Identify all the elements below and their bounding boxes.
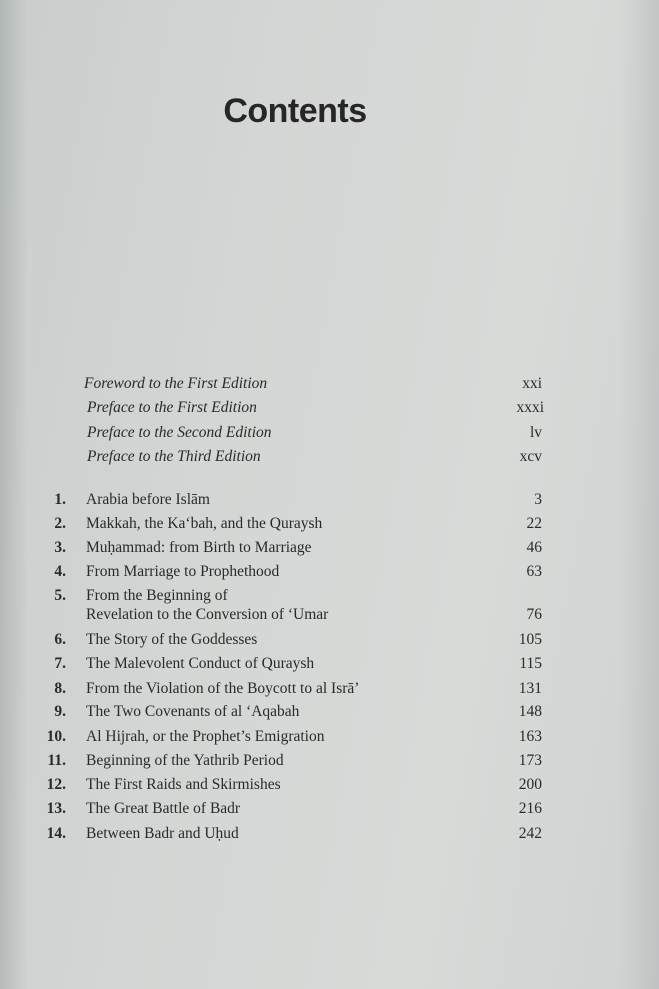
toc-entry-label: The Story of the Goddesses <box>86 631 258 648</box>
toc-entry-label: Preface to the First Edition <box>87 399 257 416</box>
toc-chapter-number: 8. <box>54 680 66 697</box>
toc-entry-page: 63 <box>526 563 542 580</box>
toc-entry-label: Preface to the Second Edition <box>87 424 272 441</box>
page-title: Contents <box>223 92 367 130</box>
page-shadow-right <box>619 0 659 989</box>
toc-entry-label-continued: Revelation to the Conversion of ‘Umar <box>86 606 329 623</box>
toc-entry-page: 3 <box>534 491 542 508</box>
toc-entry-page: 22 <box>526 515 542 532</box>
toc-entry-label: The Great Battle of Badr <box>86 800 241 817</box>
toc-entry-page: 76 <box>526 606 542 623</box>
toc-entry-label: From the Beginning of <box>86 587 228 604</box>
toc-entry-page: 148 <box>518 703 542 720</box>
toc-chapter-number: 7. <box>54 655 66 672</box>
toc-chapter-number: 10. <box>46 728 66 745</box>
toc-entry-label: The Malevolent Conduct of Quraysh <box>86 655 315 672</box>
toc-chapter-number: 12. <box>46 776 66 793</box>
toc-entry-label: From Marriage to Prophethood <box>86 563 280 580</box>
toc-entry-label: Makkah, the Ka‘bah, and the Quraysh <box>86 515 323 532</box>
toc-entry-label: The First Raids and Skirmishes <box>86 776 281 793</box>
toc-entry-page: 200 <box>518 776 542 793</box>
toc-entry-label: Muḥammad: from Birth to Marriage <box>86 539 312 556</box>
toc-entry-page: 242 <box>518 825 542 842</box>
toc-entry-label: From the Violation of the Boycott to al Isrā’ <box>86 680 360 697</box>
toc-chapter-number: 5. <box>54 587 66 604</box>
toc-chapter-number: 9. <box>54 703 66 720</box>
toc-entry-label: Preface to the Third Edition <box>87 448 261 465</box>
toc-entry-label: The Two Covenants of al ‘Aqabah <box>86 703 300 720</box>
toc-entry-label: Al Hijrah, or the Prophet’s Emigration <box>86 728 325 745</box>
toc-entry-label: Arabia before Islām <box>86 491 210 508</box>
toc-chapter-number: 6. <box>54 631 66 648</box>
toc-entry-page: 173 <box>518 752 542 769</box>
toc-entry-page: xxxi <box>516 399 544 416</box>
toc-entry-page: 46 <box>526 539 542 556</box>
toc-chapter-number: 11. <box>47 752 66 769</box>
toc-entry-label: Foreword to the First Edition <box>84 375 268 392</box>
toc-chapter-number: 13. <box>46 800 66 817</box>
toc-entry-page: 163 <box>518 728 542 745</box>
toc-entry-page: xcv <box>519 448 542 465</box>
toc-chapter-number: 4. <box>54 563 66 580</box>
toc-entry-page: lv <box>529 424 542 441</box>
toc-entry-page: 115 <box>519 655 542 672</box>
toc-entry-label: Beginning of the Yathrib Period <box>86 752 284 769</box>
toc-entry-page: 131 <box>518 680 542 697</box>
toc-chapter-number: 14. <box>46 825 66 842</box>
toc-entry-label: Between Badr and Uḥud <box>86 825 239 842</box>
toc-chapter-number: 2. <box>54 515 66 532</box>
toc-chapter-number: 1. <box>54 491 66 508</box>
toc-chapter-number: 3. <box>54 539 66 556</box>
toc-entry-page: 216 <box>518 800 542 817</box>
toc-entry-page: 105 <box>518 631 542 648</box>
toc-entry-page: xxi <box>522 375 542 392</box>
